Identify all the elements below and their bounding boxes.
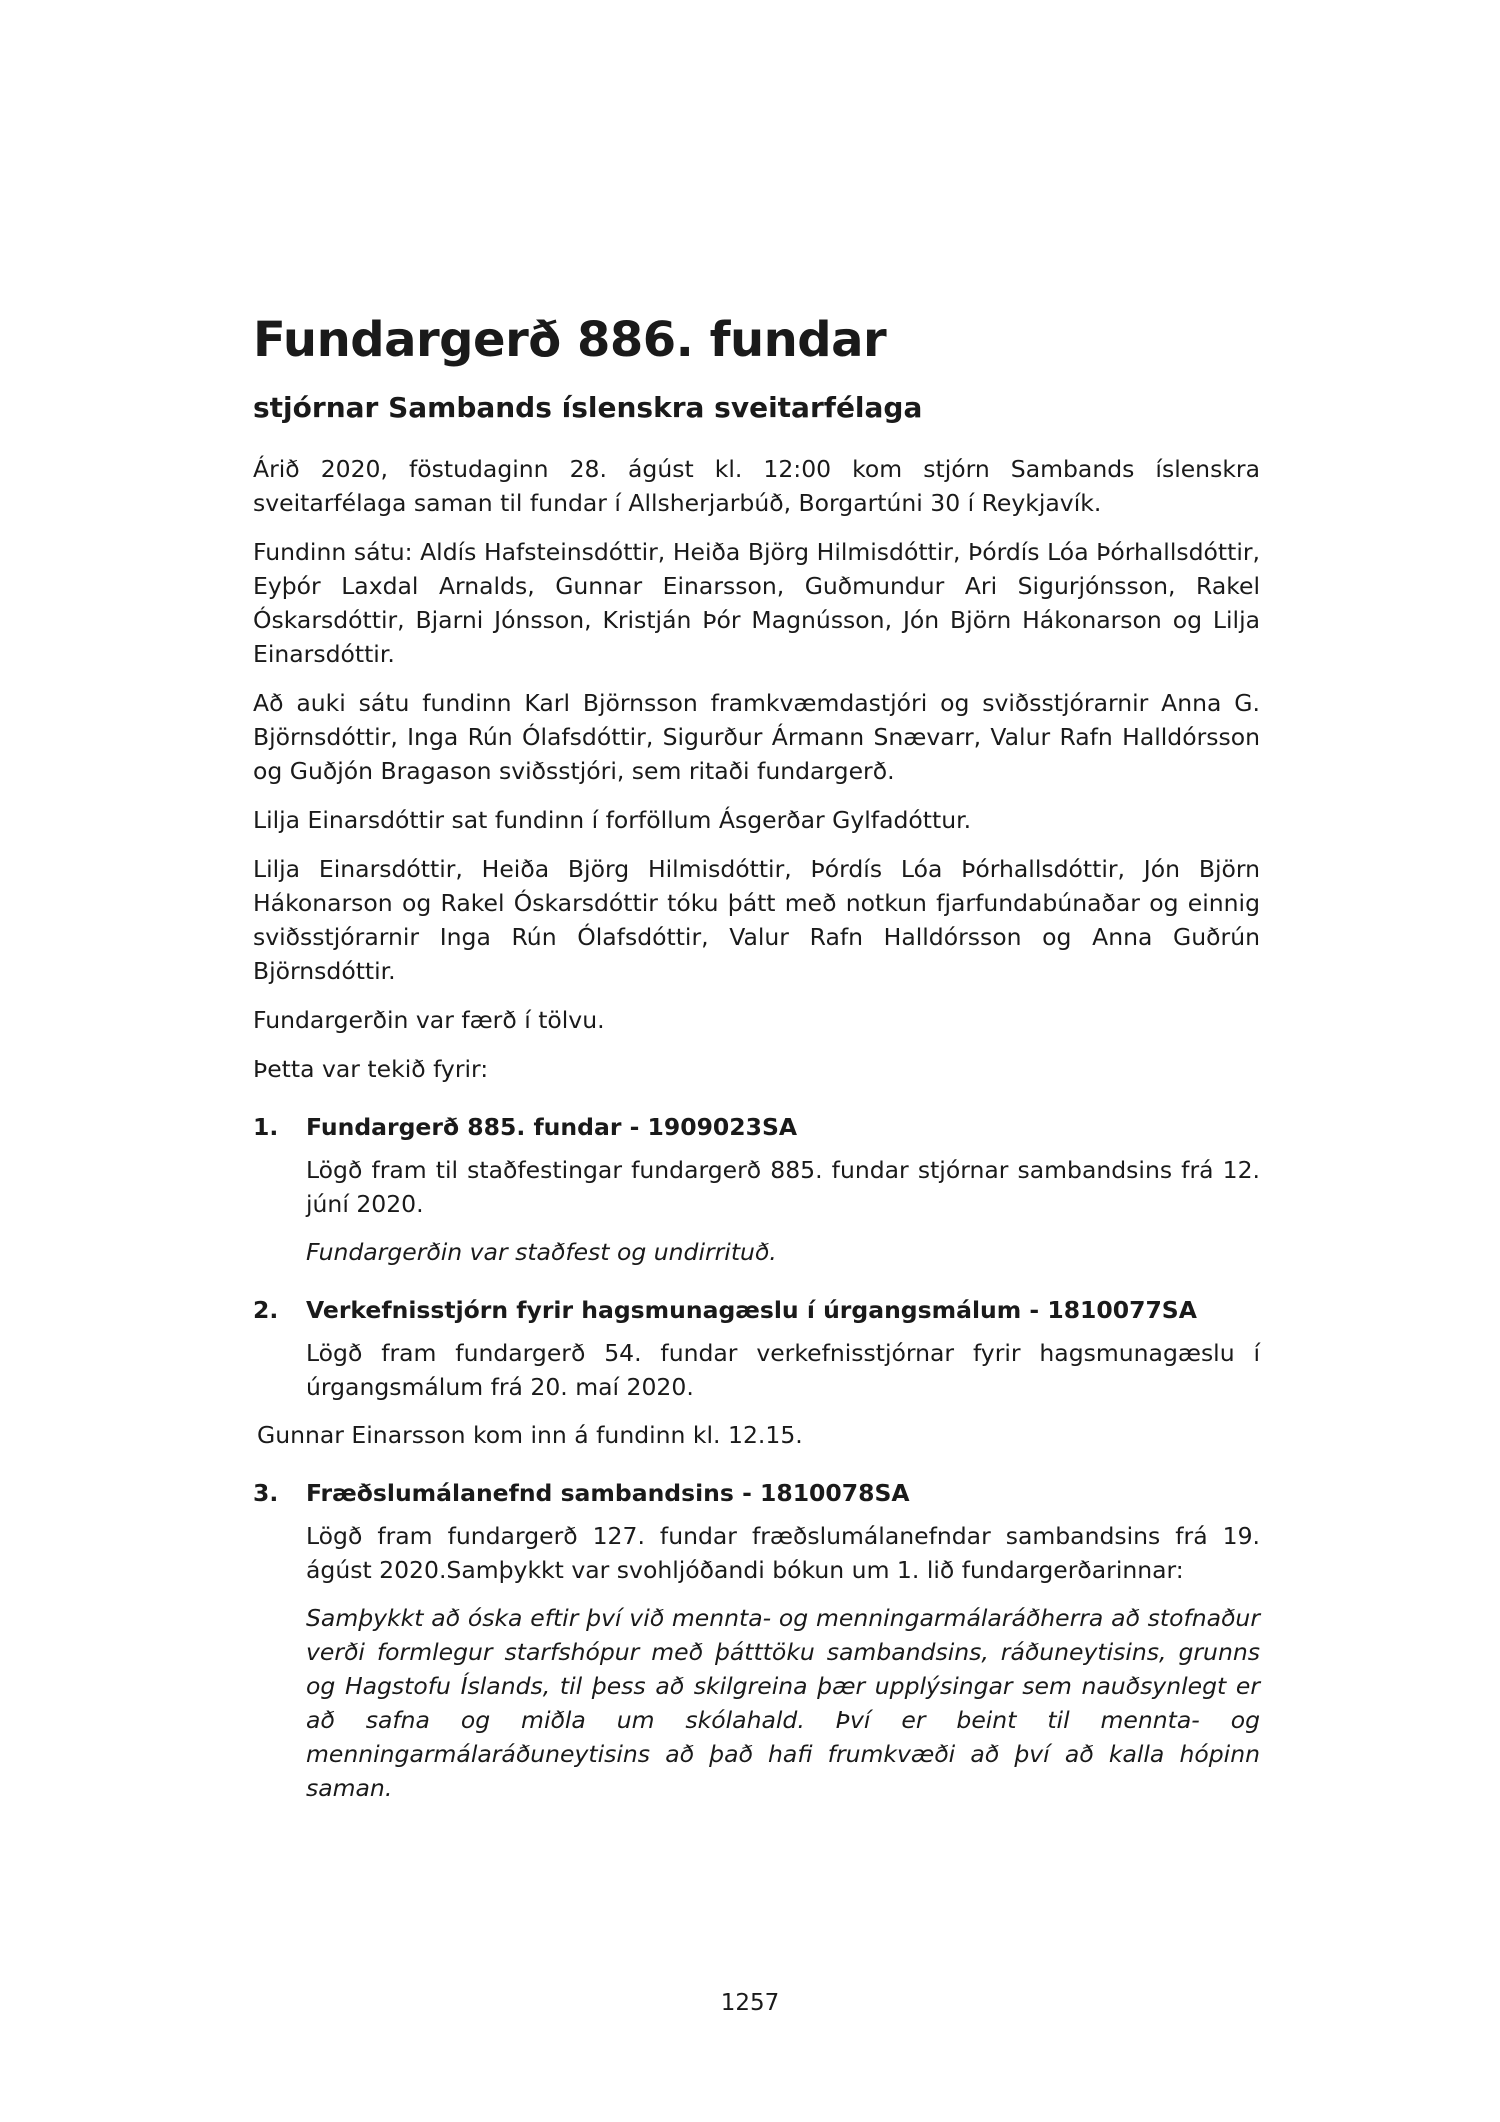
agenda-item-text: Lögð fram fundargerð 127. fundar fræðslumálanefndar sambandsins frá 19. ágúst 2020.Samþykkt var svohljóðandi bókun um 1. lið fundargerðarinnar: bbox=[306, 1522, 1260, 1584]
recording-note: Fundargerðin var færð í tölvu. bbox=[253, 1006, 605, 1034]
arrival-note: Gunnar Einarsson kom inn á fundinn kl. 12.15. bbox=[257, 1421, 803, 1449]
document-title: Fundargerð 886. fundar bbox=[253, 312, 887, 368]
agenda-item-title: Verkefnisstjórn fyrir hagsmunagæslu í úrgangsmálum - 1810077SA bbox=[306, 1296, 1197, 1324]
agenda-item-heading bbox=[253, 1110, 1260, 1144]
staff-paragraph: Að auki sátu fundinn Karl Björnsson framkvæmdastjóri og sviðsstjórarnir Anna G. Björnsdóttir, Inga Rún Ólafsdóttir, Sigurður Ármann Snævarr, Valur Rafn Halldórsson og Guðjón Bragason sviðsstjóri, sem ritaði fundargerð. bbox=[253, 689, 1260, 785]
remote-participants-paragraph: Lilja Einarsdóttir, Heiða Björg Hilmisdóttir, Þórdís Lóa Þórhallsdóttir, Jón Björn Hákonarson og Rakel Óskarsdóttir tóku þátt með notkun fjarfundabúnaðar og einnig sviðsstjórarnir Inga Rún Ólafsdóttir, Valur Rafn Halldórsson og Anna Guðrún Björnsdóttir. bbox=[253, 855, 1260, 985]
agenda-item-body bbox=[306, 1336, 1260, 1404]
agenda-item-resolution: Fundargerðin var staðfest og undirrituð. bbox=[306, 1238, 777, 1266]
agenda-item-1 bbox=[253, 1110, 1260, 1269]
agenda-item-body bbox=[306, 1519, 1260, 1805]
document-subtitle: stjórnar Sambands íslenskra sveitarfélaga bbox=[253, 391, 923, 424]
document-page bbox=[253, 310, 1260, 1819]
agenda-item-heading bbox=[253, 1476, 1260, 1510]
agenda-item-title: Fræðslumálanefnd sambandsins - 1810078SA bbox=[306, 1479, 910, 1507]
agenda-item-resolution: Samþykkt að óska eftir því við mennta- og menningarmálaráðherra að stofnaður verði formlegur starfshópur með þátttöku sambandsins, ráðuneytisins, grunns og Hagstofu Íslands, til þess að skilgreina þær upplýsingar sem nauðsynlegt er að safna og miðla um skólahald. Því er beint til mennta- og menningarmálaráðuneytisins að það hafi frumkvæði að því að kalla hópinn saman. bbox=[306, 1604, 1260, 1802]
attendees-paragraph: Fundinn sátu: Aldís Hafsteinsdóttir, Heiða Björg Hilmisdóttir, Þórdís Lóa Þórhallsdóttir, Eyþór Laxdal Arnalds, Gunnar Einarsson, Guðmundur Ari Sigurjónsson, Rakel Óskarsdóttir, Bjarni Jónsson, Kristján Þór Magnússon, Jón Björn Hákonarson og Lilja Einarsdóttir. bbox=[253, 538, 1260, 668]
agenda-item-title: Fundargerð 885. fundar - 1909023SA bbox=[306, 1113, 798, 1141]
agenda-item-heading bbox=[253, 1293, 1260, 1327]
agenda-item-3 bbox=[253, 1476, 1260, 1805]
agenda-item-number: 1. bbox=[253, 1113, 279, 1141]
meeting-date-location: Árið 2020, föstudaginn 28. ágúst kl. 12:00 kom stjórn Sambands íslenskra sveitarfélaga saman til fundar í Allsherjarbúð, Borgartúni 30 í Reykjavík. bbox=[253, 455, 1260, 517]
agenda-item-text: Lögð fram fundargerð 54. fundar verkefnisstjórnar fyrir hagsmunagæslu í úrgangsmálum frá 20. maí 2020. bbox=[306, 1339, 1260, 1401]
substitute-paragraph: Lilja Einarsdóttir sat fundinn í forföllum Ásgerðar Gylfadóttur. bbox=[253, 806, 972, 834]
agenda-item-text: Lögð fram til staðfestingar fundargerð 885. fundar stjórnar sambandsins frá 12. júní 2020. bbox=[306, 1156, 1260, 1218]
agenda-intro: Þetta var tekið fyrir: bbox=[253, 1055, 489, 1083]
agenda-item-number: 2. bbox=[253, 1296, 279, 1324]
agenda-item-2 bbox=[253, 1293, 1260, 1404]
agenda-item-number: 3. bbox=[253, 1479, 279, 1507]
page-number: 1257 bbox=[720, 1990, 780, 2016]
agenda-item-body bbox=[306, 1153, 1260, 1269]
